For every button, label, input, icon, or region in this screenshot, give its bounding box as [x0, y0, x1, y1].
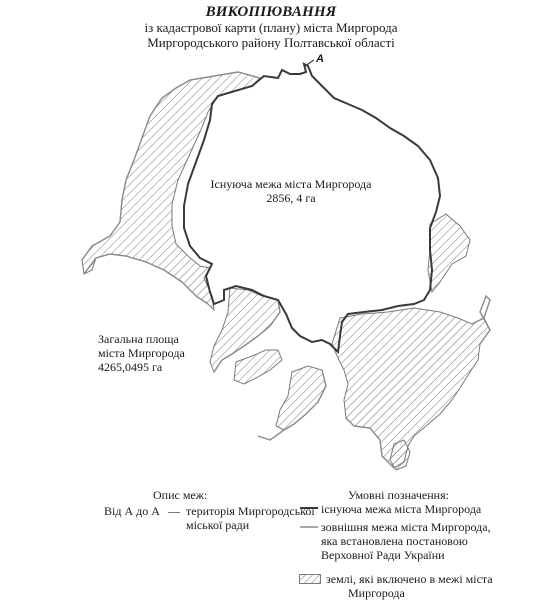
legend-outer-line-1: зовнішня межа міста Миргорода,: [321, 520, 491, 534]
description-from: Від А до А: [104, 504, 160, 518]
legend-outer-boundary: [321, 520, 491, 562]
total-area-label: [98, 332, 185, 374]
legend-existing-boundary: існуюча межа міста Миргорода: [321, 502, 482, 516]
description-territory-line-2: міської ради: [186, 518, 250, 532]
existing-boundary-name: Існуюча межа міста Миргорода: [210, 177, 372, 191]
legend-outer-line-3: Верховної Ради України: [321, 548, 445, 562]
included-land-southeast: [332, 308, 490, 468]
map-title: ВИКОПІЮВАННЯ: [205, 4, 337, 20]
total-area-value: 4265,0495 га: [98, 360, 163, 374]
total-area-line-2: міста Миргорода: [98, 346, 185, 360]
included-lands: [82, 72, 490, 470]
total-area-line-1: Загальна площа: [98, 332, 179, 346]
description-territory-line-1: територія Миргородської: [186, 504, 315, 518]
legend-existing-line: [300, 505, 318, 511]
legend-outer-line: [300, 524, 318, 530]
map-subtitle-line-1: із кадастрової карти (плану) міста Миргорода: [144, 20, 398, 35]
existing-boundary-label: [186, 177, 396, 205]
description-dash: —: [168, 504, 180, 518]
description-heading: Опис меж:: [153, 488, 208, 502]
included-land-strip: [234, 350, 282, 384]
legend-included-line-2: Миргорода: [348, 586, 405, 600]
existing-boundary-area: 2856, 4 га: [266, 191, 316, 205]
map-subtitle-line-2: Миргородського району Полтавської області: [147, 35, 395, 50]
existing-boundary: [184, 64, 440, 352]
legend-hatch-swatch: [299, 574, 321, 584]
legend-outer-line-2: яка встановлена постановою: [321, 534, 468, 548]
legend-title: Умовні позначення:: [348, 488, 449, 502]
included-land-corridor: [276, 366, 326, 430]
legend-included-lands: [326, 572, 493, 600]
point-a-leader: [305, 60, 314, 66]
included-land-east: [428, 214, 470, 292]
point-a-label: А: [316, 53, 324, 65]
legend-included-line-1: землі, які включено в межі міста: [326, 572, 493, 586]
